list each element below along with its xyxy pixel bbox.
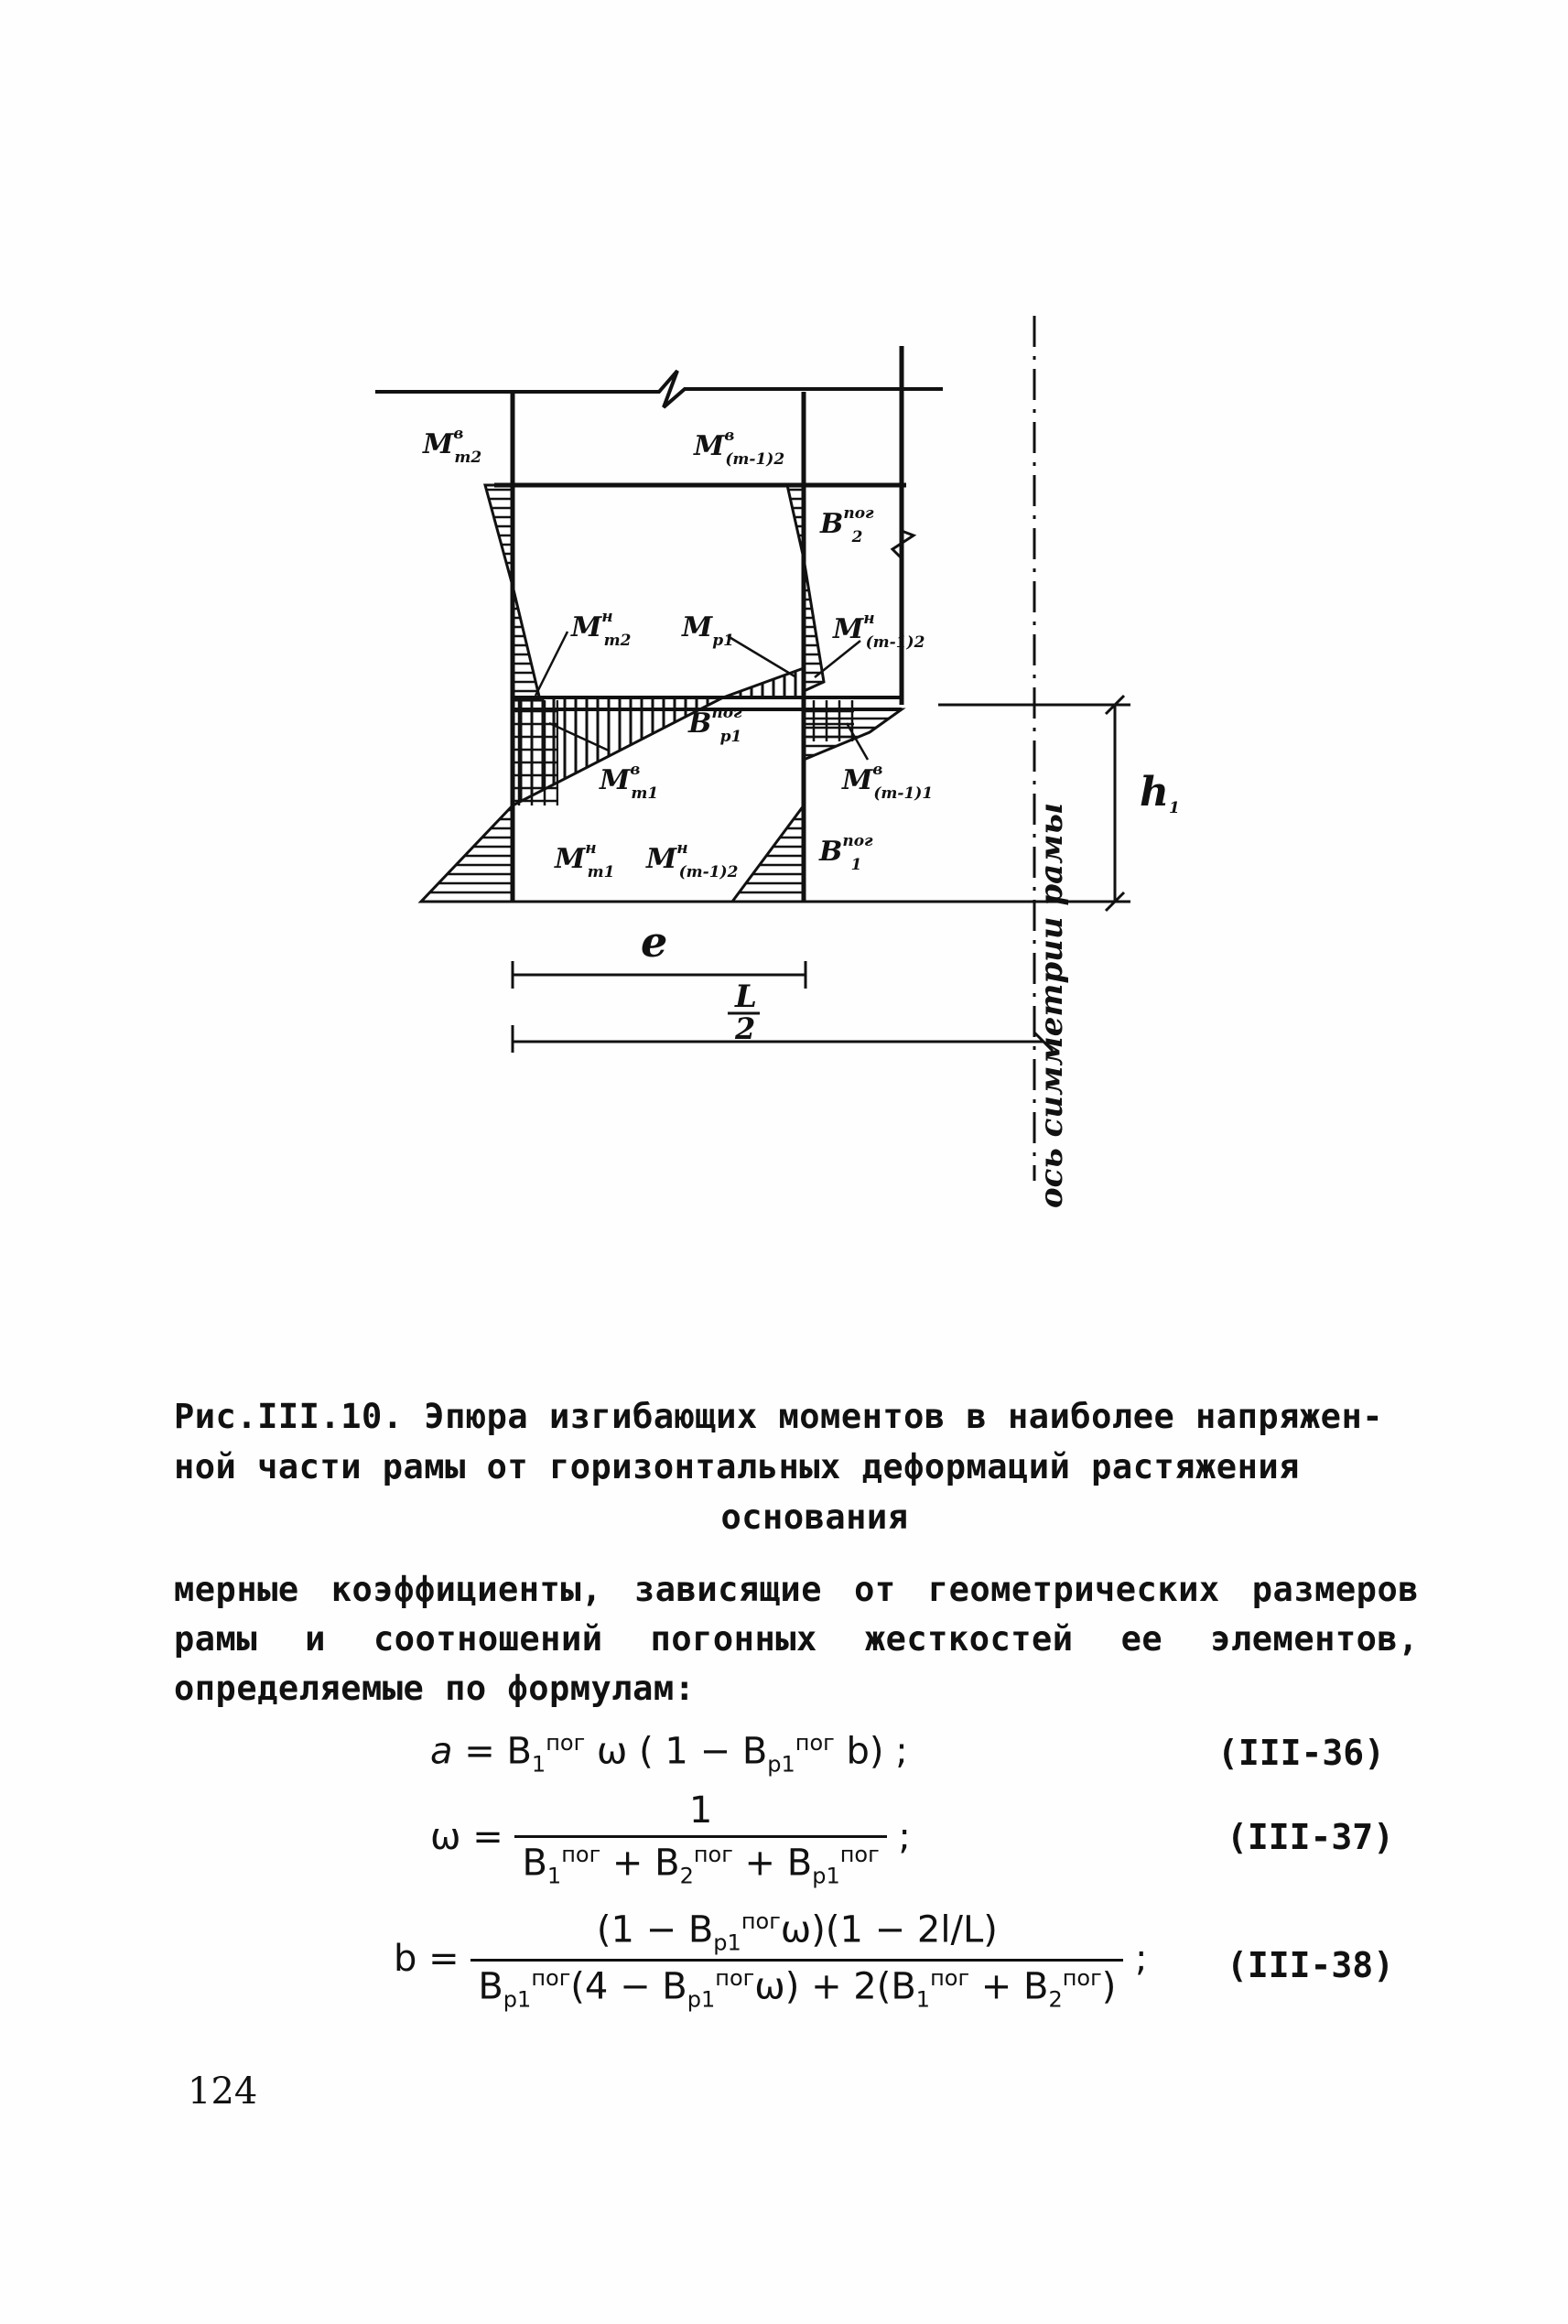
label-l-half-den: 2 <box>735 1011 756 1046</box>
dimension-h1 <box>1106 696 1124 911</box>
label-symmetry-axis: ось симметрии рамы <box>1033 802 1070 1208</box>
caption-line-1: Рис.III.10. Эпюра изгибающих моментов в наиболее напряжен- <box>174 1397 1384 1436</box>
label-b1: $B^{пог}$ 1 <box>819 832 873 874</box>
caption-line-3: основания <box>720 1497 909 1537</box>
label-m-m2-top: $M^в$ m2 <box>423 425 482 467</box>
formula-iii-38: b = $\frac{(1 - B_{p1}^{пог}\omega)(1 - 2l/L)}{B_{p1}^{пог}(4 - B_{p1}^{пог}\omega) + 2(B_1^{пог} + B_2^{пог})}$ ; <box>394 1908 1148 2013</box>
label-l-half-num: L <box>735 978 757 1015</box>
moment-diagram-upper-right-top <box>787 485 804 558</box>
formula-iii-37: ω = $\frac{1}{B_1^{пог} + B_2^{пог} + B_{p1}^{пог}}$ ; <box>430 1789 911 1889</box>
equation-number-36: (III-36) <box>1217 1733 1386 1773</box>
label-b-p1: $B^{пог}$ p1 <box>688 704 742 746</box>
top-beam <box>375 371 943 407</box>
label-b2: $B^{пог}$ 2 <box>820 504 874 546</box>
label-m-m1-bottom: $M^н$ m1 <box>555 839 615 881</box>
body-paragraph: мерные коэффициенты, зависящие от геометрических размеров рамы и соотношений погонных жесткостей ее элементов, определяемые по формулам: <box>174 1570 1419 1708</box>
label-m-m2-bottom: $M^н$ m2 <box>571 608 632 650</box>
beam-moment-right <box>723 668 804 697</box>
page-number: 124 <box>188 2070 258 2113</box>
moment-diagram-lower-right <box>732 805 804 902</box>
label-m-p1: $M_{p1}$ <box>682 611 734 650</box>
joint-left <box>513 700 558 805</box>
dimension-l-half <box>463 1023 1053 1053</box>
moment-diagram-upper-left-top <box>485 485 513 586</box>
equation-number-37: (III-37) <box>1227 1817 1395 1857</box>
equation-number-38: (III-38) <box>1227 1945 1395 1985</box>
moment-diagram-lower-left <box>421 805 513 902</box>
caption-line-2: ной части рамы от горизонтальных деформаций растяжения <box>174 1447 1300 1486</box>
formula-iii-36: $a = B_1^{пог}$ ω ( $1 - B_{p1}^{пог}$ b) ; <box>430 1730 908 1778</box>
label-m-m1-1-bottom: $M^н$ (m-1)2 <box>646 839 739 881</box>
label-m-m1-top: $M^в$ m1 <box>600 761 659 803</box>
label-m-m1-bottom-right: $M^н$ (m-1)2 <box>833 610 925 652</box>
label-h1: h1 <box>1140 769 1180 817</box>
label-m-m1-1-top: $M^в$ (m-1)1 <box>842 761 934 803</box>
label-e: e <box>641 917 668 967</box>
moment-diagram-upper-left-bottom <box>513 586 540 700</box>
label-m-m1-top-right: $M^в$ (m-1)2 <box>694 427 785 469</box>
figure-caption <box>174 1391 1419 1542</box>
